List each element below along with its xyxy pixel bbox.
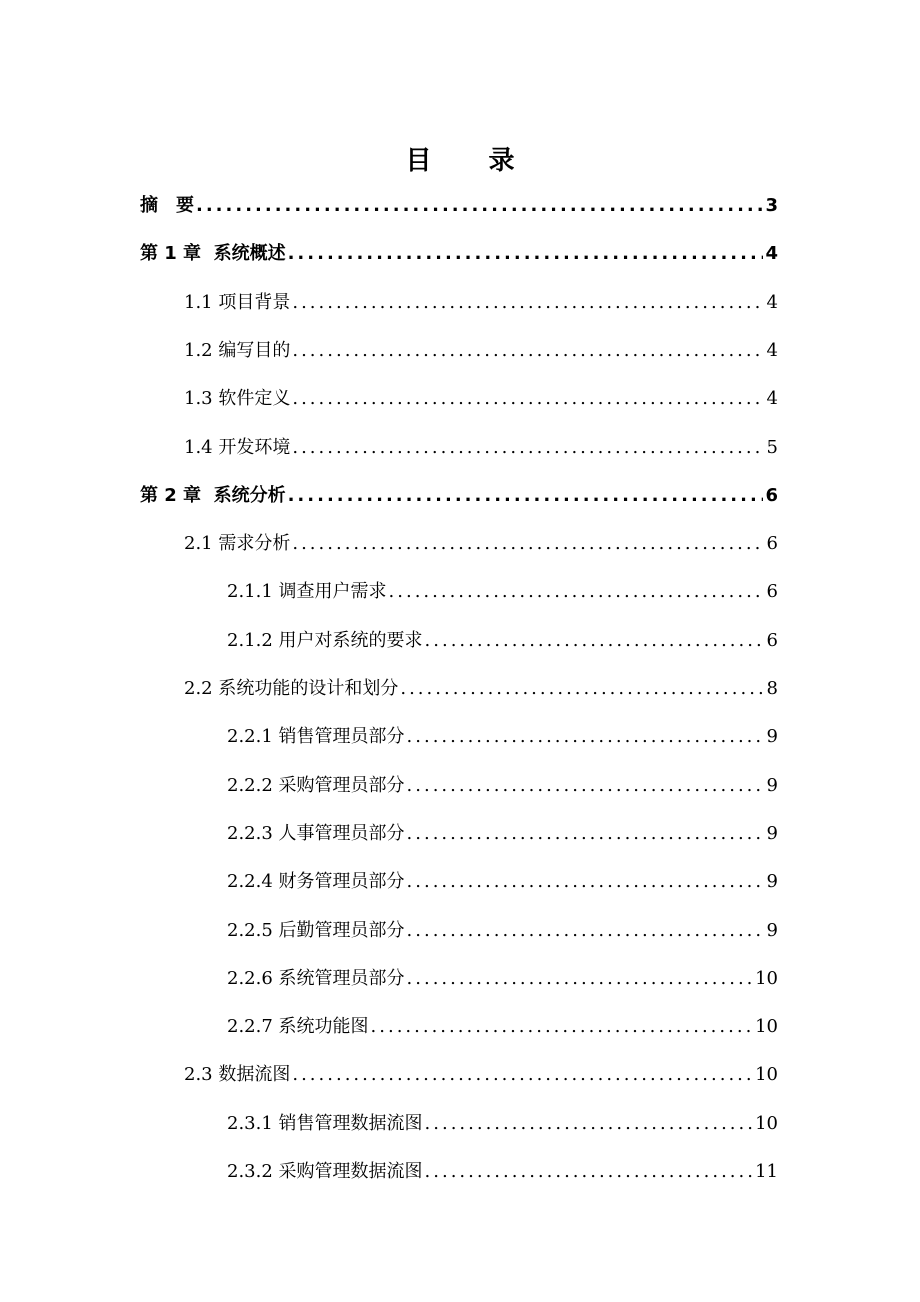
- toc-entry[interactable]: [184, 1060, 778, 1090]
- toc-entry[interactable]: [184, 336, 778, 366]
- dot-leader: [407, 964, 754, 994]
- toc-entry[interactable]: [140, 239, 778, 269]
- dot-leader: [196, 191, 763, 221]
- toc-entry-page: 8: [766, 678, 778, 699]
- dot-leader: [407, 771, 765, 801]
- dot-leader: [288, 239, 764, 269]
- dot-leader: [407, 722, 765, 752]
- toc-entry-label: 2.2 系统功能的设计和划分: [184, 678, 399, 699]
- toc-entry[interactable]: [227, 722, 778, 752]
- toc-entry[interactable]: [227, 916, 778, 946]
- toc-entry-label: 2.1.2 用户对系统的要求: [227, 629, 423, 651]
- dot-leader: [288, 481, 764, 511]
- toc-entry-label: 2.2.3 人事管理员部分: [227, 822, 405, 844]
- toc-entry[interactable]: [227, 867, 778, 897]
- dot-leader: [292, 288, 764, 318]
- dot-leader: [292, 1060, 753, 1090]
- toc-entry-page: 5: [766, 436, 778, 458]
- toc-entry-label: 1.1 项目背景: [184, 291, 291, 313]
- toc-entry-page: 6: [766, 581, 778, 603]
- toc-entry-page: 9: [766, 822, 778, 844]
- dot-leader: [407, 819, 765, 849]
- dot-leader: [425, 1109, 754, 1139]
- toc-entry-label: 2.2.2 采购管理员部分: [227, 774, 405, 796]
- toc-entry-page: 3: [765, 195, 778, 216]
- toc-entry-label: 2.3.1 销售管理数据流图: [227, 1112, 423, 1134]
- toc-entry[interactable]: [227, 819, 778, 849]
- toc-entry[interactable]: [227, 1012, 778, 1042]
- toc-entry-label: 2.3 数据流图: [184, 1064, 291, 1086]
- dot-leader: [389, 577, 765, 607]
- toc-entry-label: 2.2.5 后勤管理员部分: [227, 919, 405, 941]
- dot-leader: [292, 433, 764, 463]
- toc-entry-page: 6: [766, 629, 778, 651]
- toc-entry[interactable]: [227, 577, 778, 607]
- toc-entry-page: 10: [755, 1016, 778, 1038]
- toc-entry-page: 9: [766, 919, 778, 941]
- toc-entry[interactable]: [140, 481, 778, 511]
- dot-leader: [292, 336, 764, 366]
- dot-leader: [292, 529, 764, 559]
- toc-entry-page: 9: [766, 726, 778, 748]
- toc-entry-label: 2.2.6 系统管理员部分: [227, 967, 405, 989]
- toc-entry-label: 2.2.1 销售管理员部分: [227, 726, 405, 748]
- toc-entry[interactable]: [184, 529, 778, 559]
- toc-entry-page: 6: [766, 533, 778, 555]
- toc-entry-page: 4: [766, 388, 778, 410]
- toc-entry[interactable]: [140, 191, 778, 221]
- dot-leader: [425, 1157, 754, 1187]
- dot-leader: [400, 674, 764, 704]
- toc-entry-page: 10: [755, 967, 778, 989]
- toc-title: 目 录: [405, 146, 539, 176]
- toc-entry-label: 2.1.1 调查用户需求: [227, 581, 387, 603]
- toc-entry[interactable]: [184, 433, 778, 463]
- toc-entry[interactable]: [184, 674, 778, 704]
- toc-entry-label: 2.2.4 财务管理员部分: [227, 871, 405, 893]
- toc-entry-label: 第 1 章 系统概述: [140, 243, 286, 265]
- toc-entry[interactable]: [227, 1109, 778, 1139]
- dot-leader: [407, 916, 765, 946]
- dot-leader: [292, 384, 764, 414]
- toc-entry-page: 10: [755, 1112, 778, 1134]
- toc-entry-page: 4: [765, 243, 778, 265]
- toc-entry-label: 2.3.2 采购管理数据流图: [227, 1161, 423, 1182]
- toc-entry-page: 4: [766, 339, 778, 361]
- toc-entry-page: 10: [755, 1064, 778, 1086]
- toc-entry-page: 6: [765, 484, 778, 506]
- dot-leader: [371, 1012, 754, 1042]
- toc-entry[interactable]: [227, 626, 778, 656]
- toc-entry-label: 1.2 编写目的: [184, 339, 291, 361]
- toc-entry-page: 11: [755, 1161, 778, 1182]
- toc-entry[interactable]: [227, 1157, 778, 1187]
- toc-entry-label: 摘 要: [140, 195, 194, 216]
- toc-entry[interactable]: [184, 384, 778, 414]
- toc-entry-label: 1.4 开发环境: [184, 436, 291, 458]
- toc-entry[interactable]: [184, 288, 778, 318]
- toc-entry-page: 9: [766, 871, 778, 893]
- toc-entry-label: 1.3 软件定义: [184, 388, 291, 410]
- toc-entry-label: 2.1 需求分析: [184, 533, 291, 555]
- toc-entry-label: 2.2.7 系统功能图: [227, 1016, 369, 1038]
- toc-entry[interactable]: [227, 964, 778, 994]
- toc-entry-page: 9: [766, 774, 778, 796]
- toc-entry-page: 4: [766, 291, 778, 313]
- dot-leader: [425, 626, 765, 656]
- toc-entry[interactable]: [227, 771, 778, 801]
- dot-leader: [407, 867, 765, 897]
- toc-entry-label: 第 2 章 系统分析: [140, 484, 286, 506]
